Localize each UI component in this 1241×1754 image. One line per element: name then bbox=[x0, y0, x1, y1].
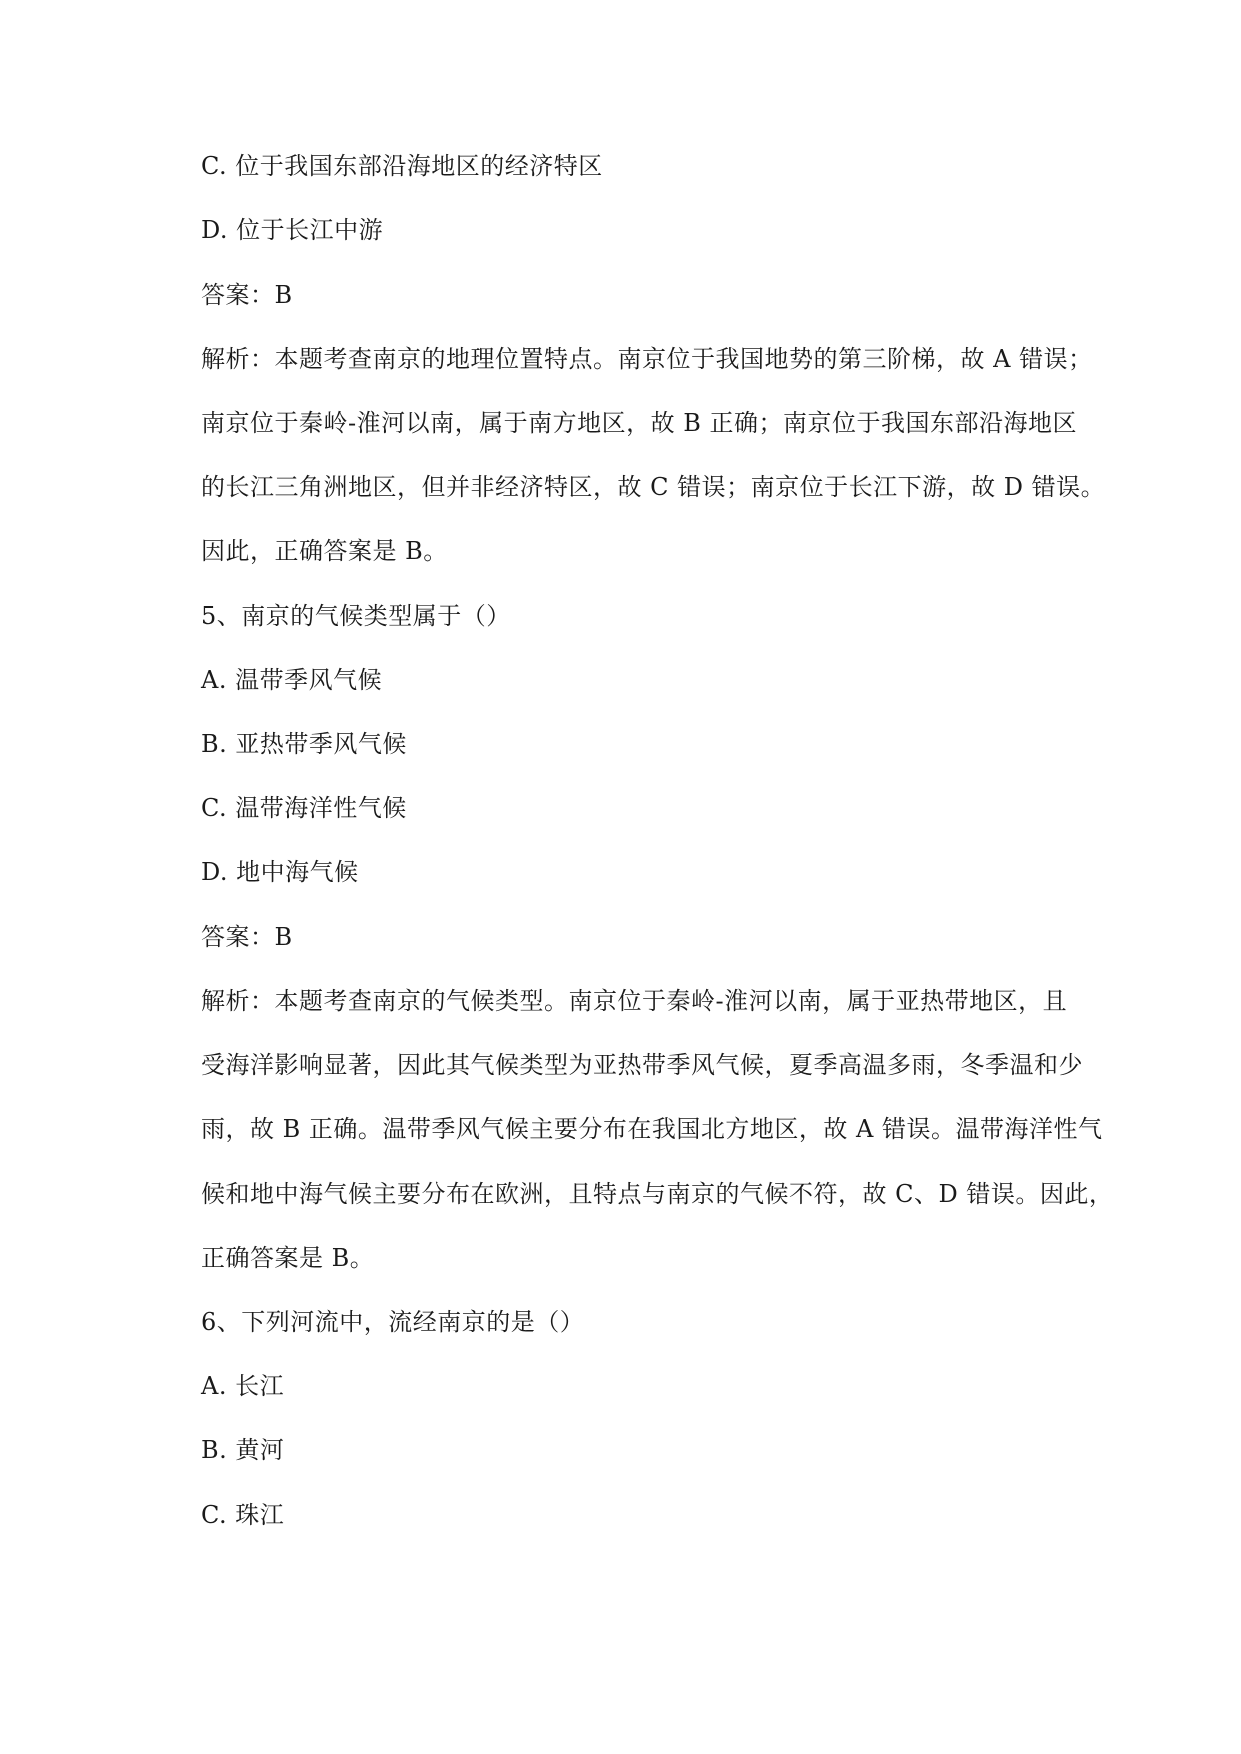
q5-option-b: B. 亚热带季风气候 bbox=[201, 730, 407, 758]
q5-explanation-line-4: 候和地中海气候主要分布在欧洲，且特点与南京的气候不符，故 C、D 错误。因此， bbox=[201, 1180, 1114, 1208]
q5-explanation-line-3: 雨，故 B 正确。温带季风气候主要分布在我国北方地区，故 A 错误。温带海洋性气 bbox=[201, 1115, 1103, 1143]
q4-explanation-line-2: 南京位于秦岭-淮河以南，属于南方地区，故 B 正确；南京位于我国东部沿海地区 bbox=[201, 409, 1078, 437]
q5-explanation-line-5: 正确答案是 B。 bbox=[201, 1244, 375, 1272]
q6-option-b: B. 黄河 bbox=[201, 1436, 285, 1464]
q5-option-a: A. 温带季风气候 bbox=[201, 666, 383, 694]
q5-question: 5、南京的气候类型属于（） bbox=[201, 602, 511, 630]
q4-option-d: D. 位于长江中游 bbox=[201, 216, 384, 244]
q4-explanation-line-3: 的长江三角洲地区，但并非经济特区，故 C 错误；南京位于长江下游，故 D 错误。 bbox=[201, 473, 1106, 501]
q4-answer: 答案：B bbox=[201, 281, 293, 309]
q4-explanation-line-4: 因此，正确答案是 B。 bbox=[201, 537, 448, 565]
q5-option-c: C. 温带海洋性气候 bbox=[201, 794, 407, 822]
q5-option-d: D. 地中海气候 bbox=[201, 858, 359, 886]
q5-explanation-line-2: 受海洋影响显著，因此其气候类型为亚热带季风气候，夏季高温多雨，冬季温和少 bbox=[201, 1051, 1083, 1079]
q5-explanation-line-1: 解析：本题考查南京的气候类型。南京位于秦岭-淮河以南，属于亚热带地区，且 bbox=[201, 987, 1068, 1015]
q6-option-c: C. 珠江 bbox=[201, 1501, 285, 1529]
q5-answer: 答案：B bbox=[201, 923, 293, 951]
q6-option-a: A. 长江 bbox=[201, 1372, 285, 1400]
q6-question: 6、下列河流中，流经南京的是（） bbox=[201, 1308, 585, 1336]
q4-option-c: C. 位于我国东部沿海地区的经济特区 bbox=[201, 152, 603, 180]
q4-explanation-line-1: 解析：本题考查南京的地理位置特点。南京位于我国地势的第三阶梯，故 A 错误； bbox=[201, 345, 1093, 373]
